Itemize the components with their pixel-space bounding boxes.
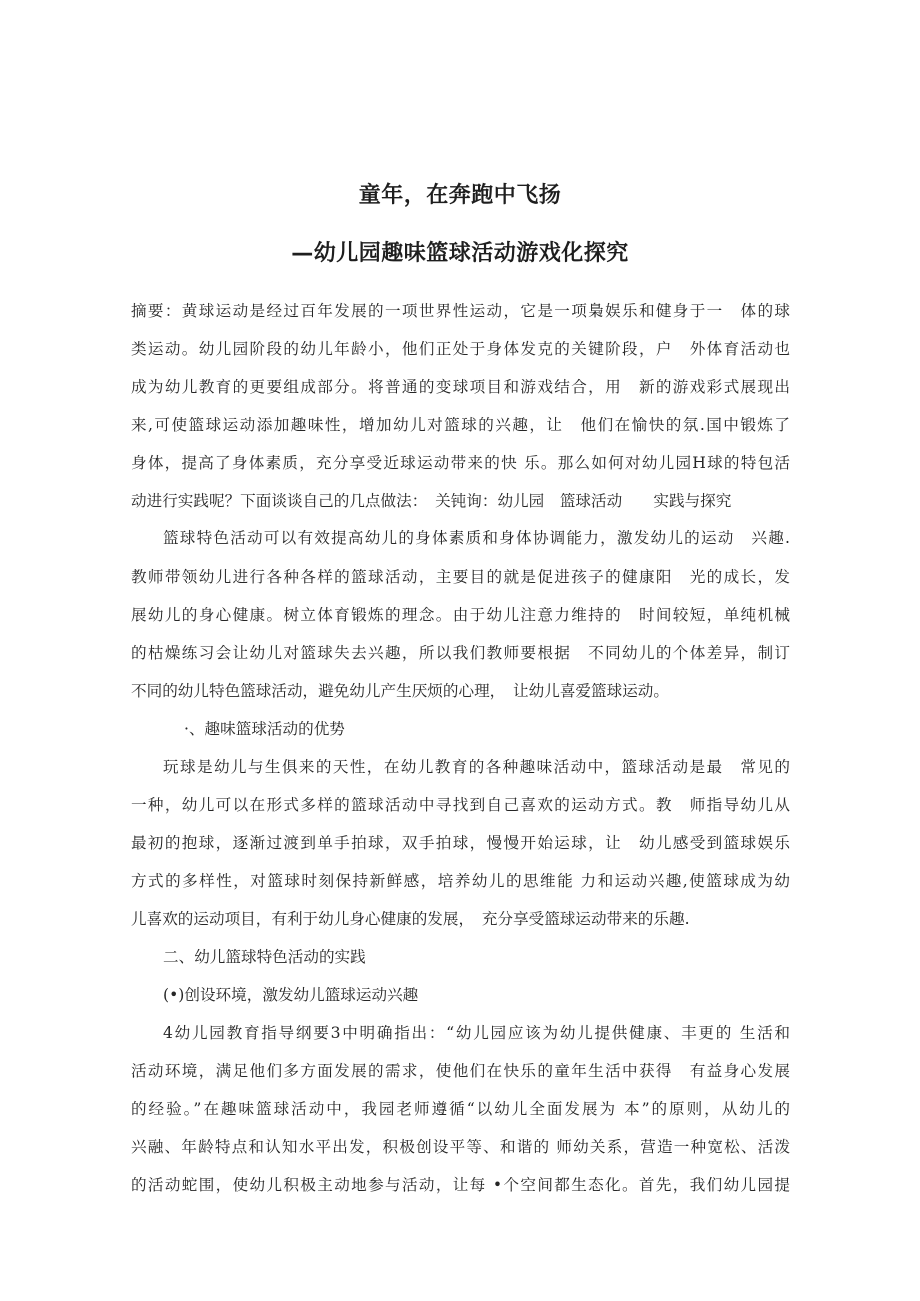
paragraph-line: 身体，提高了身体素质，充分享受近球运动带来的快 乐。那么如何对幼儿园H球的特包活 — [131, 454, 790, 472]
paragraph-line: 儿喜欢的运动项目，有利于幼儿身心健康的发展， 充分享受篮球运动带来的乐趣. — [131, 910, 690, 928]
paragraph-line: 4幼儿园教育指导纲要3中明确指出：“幼儿园应该为幼儿提供健康、丰更的 生活和 — [163, 1024, 790, 1042]
paragraph-line: 一种，幼儿可以在形式多样的篮球活动中寻找到自己喜欢的运动方式。教 师指导幼儿从 — [131, 796, 790, 814]
paragraph-line: 摘要：黄球运动是经过百年发展的一项世界性运动，它是一项梟娱乐和健身于一 体的球 — [131, 302, 790, 320]
document-subtitle: —幼儿园趣味篮球活动游戏化探究 — [291, 241, 629, 266]
paragraph-line: 篮球特色活动可以有效提高幼儿的身体素质和身体协调能力，激发幼儿的运动 兴趣. — [163, 529, 790, 547]
paragraph-line: 方式的多样性，对篮球时刻保持新鲜感，培养幼儿的思维能 力和运动兴趣,使篮球成为幼 — [131, 872, 790, 890]
paragraph-line: 兴融、年龄特点和认知水平出发，积极创设平等、和谐的 师幼关系，营造一种宽松、活泼 — [131, 1138, 790, 1156]
subsection-heading: (•)创设环境，激发幼儿篮球运动兴趣 — [163, 986, 419, 1004]
paragraph-line: 教师带领幼儿进行各种各样的篮球活动，主要目的就是促进孩子的健康阳 光的成长，发 — [131, 568, 790, 586]
section-heading: 二、幼儿篮球特色活动的实践 — [163, 948, 366, 966]
paragraph-line: 不同的幼儿特色篮球活动，避免幼儿产生厌烦的心理， 让幼儿喜爱篮球运动。 — [131, 682, 669, 700]
paragraph-line: 展幼儿的身心健康。树立体育锻炼的理念。由于幼儿注意力维持的 时间较短，单纯机械 — [131, 606, 790, 624]
paragraph-line: 类运动。幼儿园阶段的幼儿年龄小，他们正处于身体发克的关键阶段，户 外体育活动也 — [131, 340, 790, 358]
paragraph-line: 成为幼儿教育的更要组成部分。将普通的变球项目和游戏结合，用 新的游戏彩式展现出 — [131, 378, 790, 396]
paragraph-line: 的枯燥练习会让幼儿对篮球失去兴趣，所以我们教师要根据 不同幼儿的个体差异，制订 — [131, 644, 790, 662]
document-title: 童年，在奔跑中飞扬 — [358, 183, 562, 208]
section-heading: ·、趣味篮球活动的优势 — [184, 720, 345, 738]
paragraph-line: 活动环境，满足他们多方面发展的需求，使他们在快乐的童年生活中获得 有益身心发展 — [131, 1062, 790, 1080]
paragraph-line: 的活动蛇围，使幼儿积极主动地参与活动，让每 •个空间都生态化。首先，我们幼儿园提 — [131, 1176, 790, 1194]
paragraph-line: 来,可使篮球运动添加趣味性，增加幼儿对篮球的兴趣，让 他们在愉快的氛.国中锻炼了 — [131, 416, 790, 434]
paragraph-line: 动进行实践呢？下面谈谈自己的几点做法： 关钝询：幼儿园 篮球活动 实践与探究 — [131, 492, 732, 510]
paragraph-line: 最初的抱球，逐渐过渡到单手拍球，双手拍球，慢慢开始运球，让 幼儿感受到篮球娱乐 — [131, 834, 790, 852]
paragraph-line: 的经验。”在趣味篮球活动中，我园老师遵循“以幼儿全面发展为 本”的原则，从幼儿的 — [131, 1100, 790, 1118]
paragraph-line: 玩球是幼儿与生俱来的天性，在幼儿教育的各种趣味活动中，篮球活动是最 常见的 — [163, 758, 790, 776]
